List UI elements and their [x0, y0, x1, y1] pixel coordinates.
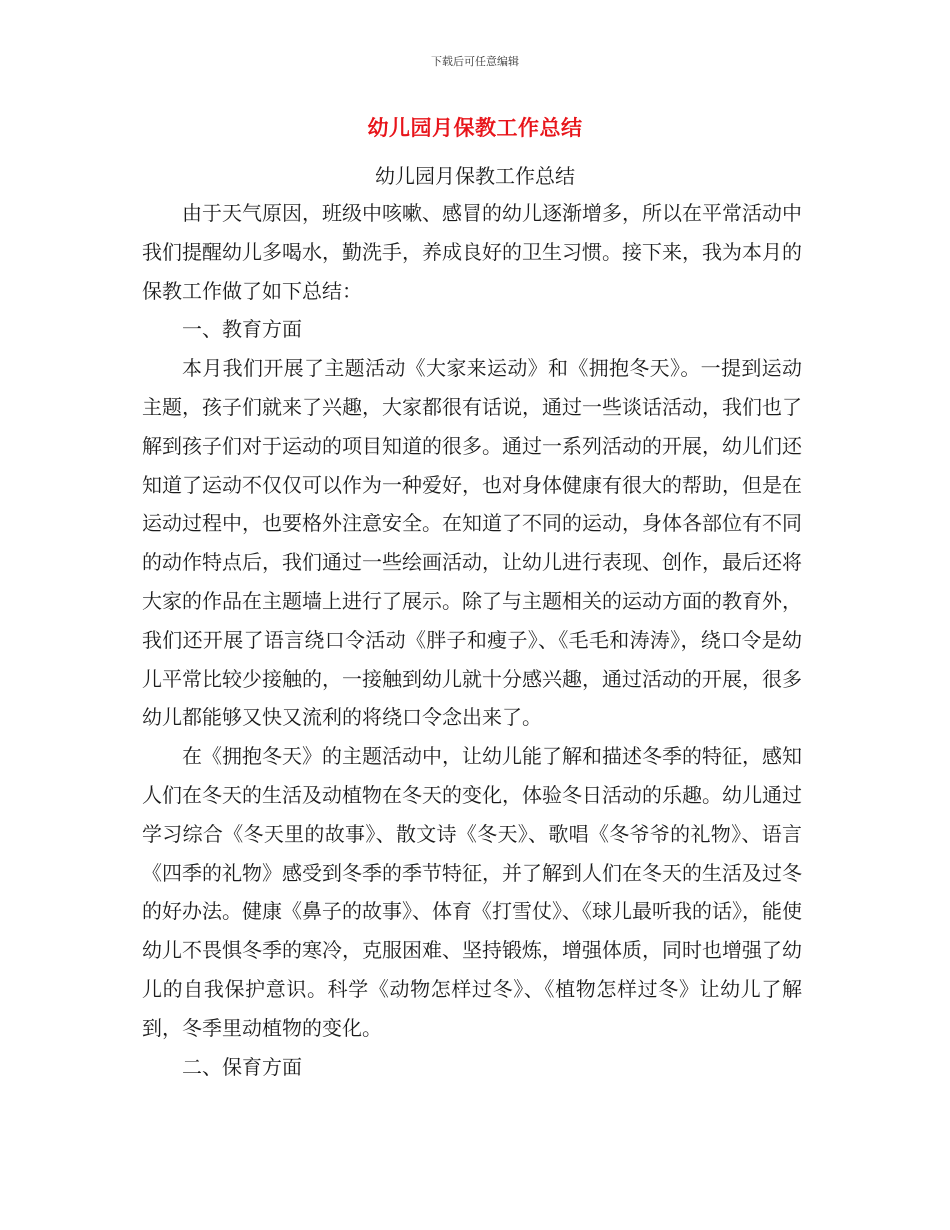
header-note: 下载后可任意编辑 [431, 55, 519, 68]
section-heading-education: 一、教育方面 [182, 317, 302, 342]
document-body [142, 194, 802, 1086]
paragraph-sports-theme: 本月我们开展了主题活动《大家来运动》和《拥抱冬天》。一提到运动主题，孩子们就来了兴趣，大家都很有话说，通过一些谈话活动，我们也了解到孩子们对于运动的项目知道的很多。通过一系列活动的开展，幼儿们还知道了运动不仅仅可以作为一种爱好，也对身体健康有很大的帮助，但是在运动过程中，也要格外注意安全。在知道了不同的运动，身体各部位有不同的动作特点后，我们通过一些绘画活动，让幼儿进行表现、创作，最后还将大家的作品在主题墙上进行了展示。除了与主题相关的运动方面的教育外，我们还开展了语言绕口令活动《胖子和瘦子》、《毛毛和涛涛》，绕口令是幼儿平常比较少接触的，一接触到幼儿就十分感兴趣，通过活动的开展，很多幼儿都能够又快又流利的将绕口令念出来了。 [142, 356, 802, 730]
document-subtitle: 幼儿园月保教工作总结 [375, 164, 575, 188]
paragraph-intro: 由于天气原因，班级中咳嗽、感冒的幼儿逐渐增多，所以在平常活动中我们提醒幼儿多喝水，勤洗手，养成良好的卫生习惯。接下来，我为本月的保教工作做了如下总结： [142, 201, 802, 303]
document-title: 幼儿园月保教工作总结 [367, 116, 583, 140]
paragraph-winter-theme: 在《拥抱冬天》的主题活动中，让幼儿能了解和描述冬季的特征，感知人们在冬天的生活及动植物在冬天的变化，体验冬日活动的乐趣。幼儿通过学习综合《冬天里的故事》、散文诗《冬天》、歌唱《冬爷爷的礼物》、语言《四季的礼物》感受到冬季的季节特征，并了解到人们在冬天的生活及过冬的好办法。健康《鼻子的故事》、体育《打雪仗》、《球儿最听我的话》，能使幼儿不畏惧冬季的寒冷，克服困难、坚持锻炼，增强体质，同时也增强了幼儿的自我保护意识。科学《动物怎样过冬》、《植物怎样过冬》让幼儿了解到，冬季里动植物的变化。 [142, 744, 802, 1040]
section-heading-care: 二、保育方面 [182, 1054, 302, 1079]
